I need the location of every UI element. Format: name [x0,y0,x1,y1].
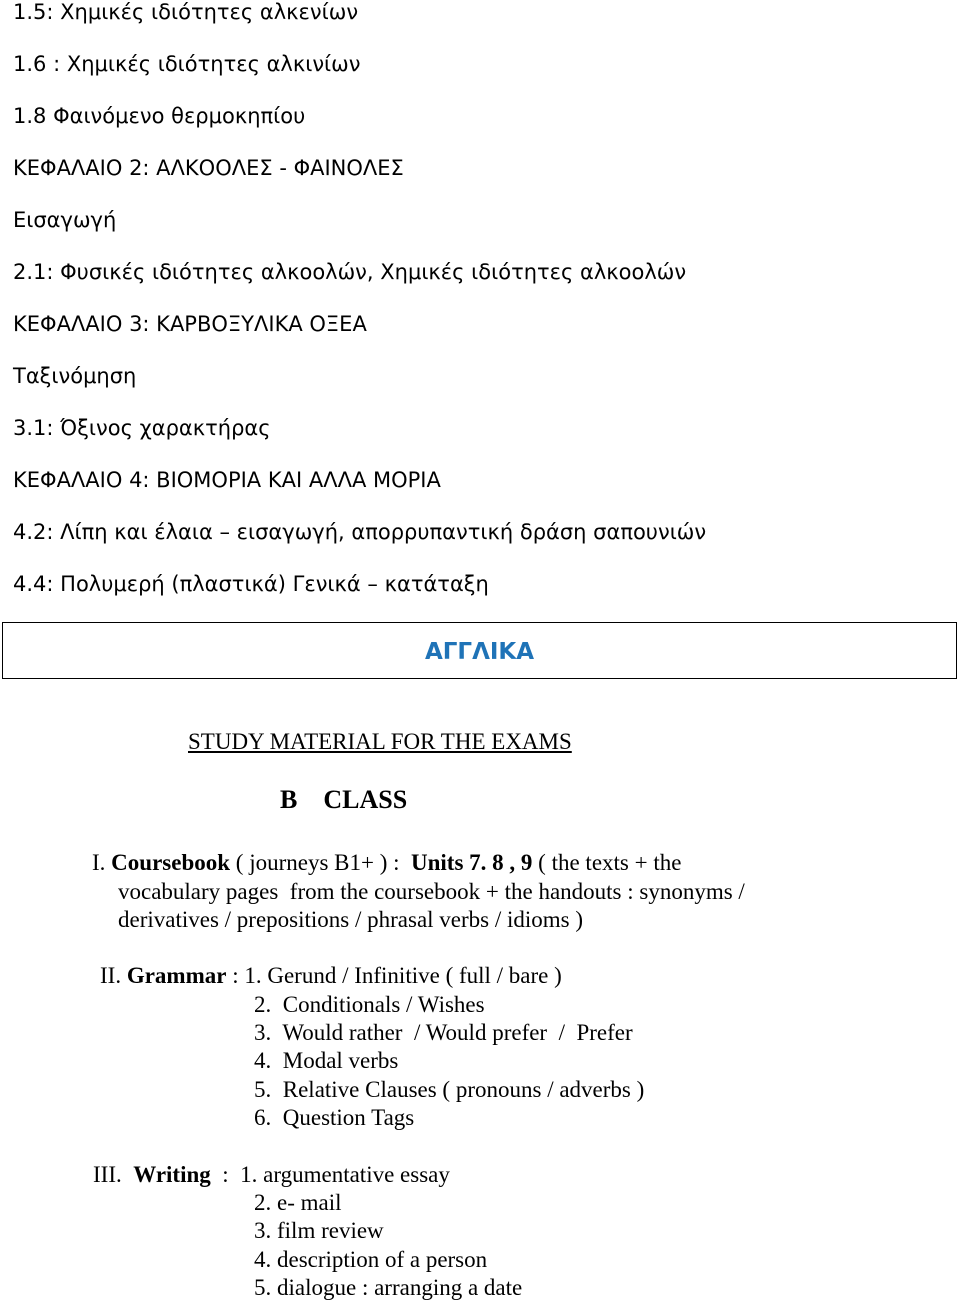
grammar-label: Grammar [126,963,227,988]
grammar-item: 3. Would rather / Would prefer / Prefer [254,1020,633,1045]
coursebook-units: Units 7. 8 , 9 [411,850,533,875]
grammar-sep: : [226,963,245,988]
writing-line [93,1163,450,1186]
grammar-item: 4. Modal verbs [254,1048,399,1073]
grammar-item: 5. Relative Clauses ( pronouns / adverbs ) [254,1077,645,1102]
writing-numeral: III. [93,1162,122,1187]
syllabus-line: 4.2: Λίπη και έλαια – εισαγωγή, απορρυπαντική δράση σαπουνιών [13,520,707,544]
class-label: B CLASS [280,785,408,814]
syllabus-line: ΚΕΦΑΛΑΙΟ 3: ΚΑΡΒΟΞΥΛΙΚΑ ΟΞΕΑ [13,312,367,336]
section-heading-box [2,622,957,679]
writing-item: 5. dialogue : arranging a date [254,1275,523,1300]
syllabus-line: Εισαγωγή [13,208,117,232]
syllabus-line: 3.1: Όξινος χαρακτήρας [13,416,271,440]
grammar-item: 1. Gerund / Infinitive ( full / bare ) [244,963,562,988]
syllabus-line: Ταξινόμηση [13,364,137,388]
coursebook-paren: ( journeys B1+ ) : [230,850,412,875]
writing-item: 2. e- mail [254,1190,342,1215]
syllabus-line: 1.8 Φαινόμενο θερμοκηπίου [13,104,306,128]
syllabus-line: 4.4: Πολυμερή (πλαστικά) Γενικά – κατάταξη [13,572,489,596]
coursebook-numeral: I. [92,850,106,875]
writing-item: 3. film review [254,1218,384,1243]
coursebook-line-1 [92,851,681,874]
coursebook-line-3: derivatives / prepositions / phrasal verbs / idioms ) [118,907,584,932]
writing-sep: : [210,1162,241,1187]
grammar-line [100,964,562,987]
study-title: STUDY MATERIAL FOR THE EXAMS [188,729,572,754]
writing-item: 1. argumentative essay [240,1162,450,1187]
grammar-item: 2. Conditionals / Wishes [254,992,485,1017]
coursebook-rest: ( the texts + the [532,850,682,875]
syllabus-line: 2.1: Φυσικές ιδιότητες αλκοολών, Χημικές ιδιότητες αλκοολών [13,260,687,284]
section-heading: ΑΓΓΛΙΚΑ [424,639,535,665]
writing-item: 4. description of a person [254,1247,488,1272]
syllabus-line: ΚΕΦΑΛΑΙΟ 2: ΑΛΚΟΟΛΕΣ - ΦΑΙΝΟΛΕΣ [13,156,404,180]
grammar-item: 6. Question Tags [254,1105,415,1130]
coursebook-label: Coursebook [111,850,231,875]
syllabus-line: 1.5: Χημικές ιδιότητες αλκενίων [13,0,359,24]
writing-label: Writing [133,1162,211,1187]
syllabus-line: ΚΕΦΑΛΑΙΟ 4: ΒΙΟΜΟΡΙΑ ΚΑΙ ΑΛΛΑ ΜΟΡΙΑ [13,468,441,492]
syllabus-line: 1.6 : Χημικές ιδιότητες αλκινίων [13,52,361,76]
coursebook-line-2: vocabulary pages from the coursebook + the handouts : synonyms / [118,879,745,904]
grammar-numeral: II. [100,963,122,988]
